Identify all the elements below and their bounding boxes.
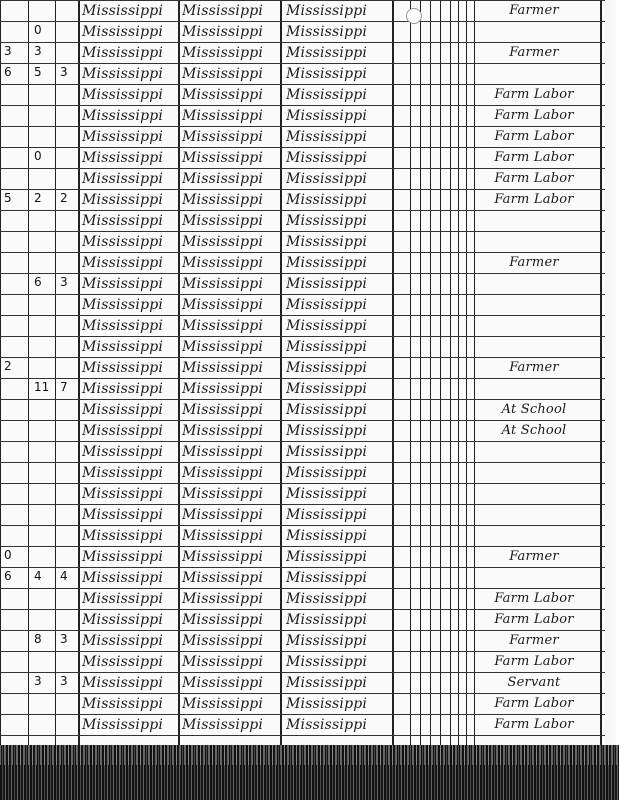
birthplace-mother: Mississippi bbox=[286, 87, 368, 103]
birthplace-person: Mississippi bbox=[82, 66, 164, 82]
census-row bbox=[0, 252, 619, 273]
birthplace-mother: Mississippi bbox=[286, 381, 368, 397]
census-row bbox=[0, 378, 619, 399]
birthplace-father: Mississippi bbox=[182, 3, 264, 19]
count-a: 3 bbox=[34, 44, 42, 58]
count-a: 4 bbox=[34, 569, 42, 583]
census-row bbox=[0, 483, 619, 504]
birthplace-father: Mississippi bbox=[182, 213, 264, 229]
census-row bbox=[0, 546, 619, 567]
census-row bbox=[0, 21, 619, 42]
census-row bbox=[0, 462, 619, 483]
census-row bbox=[0, 525, 619, 546]
birthplace-mother: Mississippi bbox=[286, 549, 368, 565]
birthplace-father: Mississippi bbox=[182, 66, 264, 82]
occupation bbox=[470, 569, 598, 587]
occupation bbox=[470, 275, 598, 293]
census-row bbox=[0, 189, 619, 210]
birthplace-person: Mississippi bbox=[82, 654, 164, 670]
birthplace-mother: Mississippi bbox=[286, 318, 368, 334]
census-row bbox=[0, 210, 619, 231]
occupation bbox=[470, 338, 598, 356]
birthplace-person: Mississippi bbox=[82, 549, 164, 565]
birthplace-mother: Mississippi bbox=[286, 360, 368, 376]
birthplace-person: Mississippi bbox=[82, 171, 164, 187]
census-row bbox=[0, 168, 619, 189]
occupation bbox=[470, 443, 598, 461]
occupation bbox=[470, 65, 598, 83]
occupation bbox=[470, 317, 598, 335]
occupation: Farm Labor bbox=[494, 192, 574, 207]
census-row bbox=[0, 63, 619, 84]
census-row bbox=[0, 588, 619, 609]
occupation: Servant bbox=[507, 675, 561, 690]
count-b: 7 bbox=[60, 380, 68, 394]
birthplace-person: Mississippi bbox=[82, 3, 164, 19]
birthplace-father: Mississippi bbox=[182, 87, 264, 103]
count-b: 3 bbox=[60, 632, 68, 646]
birthplace-person: Mississippi bbox=[82, 129, 164, 145]
birthplace-father: Mississippi bbox=[182, 528, 264, 544]
birthplace-father: Mississippi bbox=[182, 360, 264, 376]
birthplace-father: Mississippi bbox=[182, 234, 264, 250]
census-row bbox=[0, 273, 619, 294]
birthplace-person: Mississippi bbox=[82, 45, 164, 61]
birthplace-mother: Mississippi bbox=[286, 675, 368, 691]
occupation: Farm Labor bbox=[494, 129, 574, 144]
birthplace-father: Mississippi bbox=[182, 570, 264, 586]
birthplace-person: Mississippi bbox=[82, 717, 164, 733]
census-row bbox=[0, 105, 619, 126]
census-row bbox=[0, 0, 619, 21]
birthplace-mother: Mississippi bbox=[286, 234, 368, 250]
census-row bbox=[0, 567, 619, 588]
occupation: Farmer bbox=[509, 549, 559, 564]
birthplace-father: Mississippi bbox=[182, 255, 264, 271]
grid-row-line bbox=[0, 735, 619, 736]
census-row bbox=[0, 630, 619, 651]
birthplace-person: Mississippi bbox=[82, 318, 164, 334]
birthplace-person: Mississippi bbox=[82, 612, 164, 628]
census-row bbox=[0, 126, 619, 147]
birthplace-person: Mississippi bbox=[82, 570, 164, 586]
count-b: 3 bbox=[60, 275, 68, 289]
occupation: Farm Labor bbox=[494, 87, 574, 102]
page-edge bbox=[605, 0, 619, 800]
birthplace-mother: Mississippi bbox=[286, 612, 368, 628]
birthplace-mother: Mississippi bbox=[286, 633, 368, 649]
census-row bbox=[0, 84, 619, 105]
occupation bbox=[470, 233, 598, 251]
birthplace-father: Mississippi bbox=[182, 339, 264, 355]
birthplace-father: Mississippi bbox=[182, 381, 264, 397]
occupation: Farmer bbox=[509, 3, 559, 18]
birthplace-mother: Mississippi bbox=[286, 465, 368, 481]
birthplace-person: Mississippi bbox=[82, 486, 164, 502]
birthplace-father: Mississippi bbox=[182, 591, 264, 607]
count-b: 2 bbox=[60, 191, 68, 205]
birthplace-person: Mississippi bbox=[82, 507, 164, 523]
birthplace-father: Mississippi bbox=[182, 45, 264, 61]
count-a: 11 bbox=[34, 380, 50, 394]
birthplace-mother: Mississippi bbox=[286, 339, 368, 355]
birthplace-father: Mississippi bbox=[182, 507, 264, 523]
count-a: 5 bbox=[34, 65, 42, 79]
occupation: Farmer bbox=[509, 360, 559, 375]
birthplace-person: Mississippi bbox=[82, 108, 164, 124]
birthplace-person: Mississippi bbox=[82, 591, 164, 607]
household-number: 2 bbox=[4, 359, 12, 373]
birthplace-person: Mississippi bbox=[82, 381, 164, 397]
birthplace-father: Mississippi bbox=[182, 675, 264, 691]
birthplace-person: Mississippi bbox=[82, 297, 164, 313]
birthplace-mother: Mississippi bbox=[286, 24, 368, 40]
birthplace-person: Mississippi bbox=[82, 444, 164, 460]
birthplace-person: Mississippi bbox=[82, 255, 164, 271]
birthplace-father: Mississippi bbox=[182, 717, 264, 733]
census-row bbox=[0, 315, 619, 336]
birthplace-person: Mississippi bbox=[82, 465, 164, 481]
birthplace-mother: Mississippi bbox=[286, 654, 368, 670]
birthplace-mother: Mississippi bbox=[286, 108, 368, 124]
occupation bbox=[470, 485, 598, 503]
birthplace-person: Mississippi bbox=[82, 234, 164, 250]
census-row bbox=[0, 147, 619, 168]
birthplace-person: Mississippi bbox=[82, 150, 164, 166]
birthplace-person: Mississippi bbox=[82, 339, 164, 355]
count-b: 4 bbox=[60, 569, 68, 583]
birthplace-person: Mississippi bbox=[82, 24, 164, 40]
birthplace-person: Mississippi bbox=[82, 633, 164, 649]
occupation: Farmer bbox=[509, 45, 559, 60]
census-row bbox=[0, 42, 619, 63]
occupation bbox=[470, 212, 598, 230]
count-a: 3 bbox=[34, 674, 42, 688]
birthplace-father: Mississippi bbox=[182, 129, 264, 145]
count-b: 3 bbox=[60, 65, 68, 79]
count-a: 8 bbox=[34, 632, 42, 646]
birthplace-person: Mississippi bbox=[82, 87, 164, 103]
birthplace-father: Mississippi bbox=[182, 465, 264, 481]
household-number: 5 bbox=[4, 191, 12, 205]
occupation: Farm Labor bbox=[494, 150, 574, 165]
birthplace-mother: Mississippi bbox=[286, 66, 368, 82]
household-number: 3 bbox=[4, 44, 12, 58]
birthplace-person: Mississippi bbox=[82, 696, 164, 712]
birthplace-mother: Mississippi bbox=[286, 402, 368, 418]
occupation: Farm Labor bbox=[494, 591, 574, 606]
occupation: Farmer bbox=[509, 255, 559, 270]
count-a: 0 bbox=[34, 149, 42, 163]
occupation: Farmer bbox=[509, 633, 559, 648]
punch-hole bbox=[406, 8, 422, 24]
birthplace-person: Mississippi bbox=[82, 360, 164, 376]
birthplace-mother: Mississippi bbox=[286, 255, 368, 271]
birthplace-mother: Mississippi bbox=[286, 192, 368, 208]
birthplace-mother: Mississippi bbox=[286, 696, 368, 712]
birthplace-mother: Mississippi bbox=[286, 528, 368, 544]
birthplace-father: Mississippi bbox=[182, 402, 264, 418]
birthplace-person: Mississippi bbox=[82, 192, 164, 208]
census-row bbox=[0, 651, 619, 672]
birthplace-mother: Mississippi bbox=[286, 507, 368, 523]
census-row bbox=[0, 357, 619, 378]
occupation bbox=[470, 506, 598, 524]
birthplace-mother: Mississippi bbox=[286, 129, 368, 145]
birthplace-mother: Mississippi bbox=[286, 45, 368, 61]
birthplace-father: Mississippi bbox=[182, 444, 264, 460]
birthplace-father: Mississippi bbox=[182, 171, 264, 187]
census-row bbox=[0, 399, 619, 420]
birthplace-father: Mississippi bbox=[182, 297, 264, 313]
occupation: Farm Labor bbox=[494, 654, 574, 669]
birthplace-father: Mississippi bbox=[182, 108, 264, 124]
birthplace-person: Mississippi bbox=[82, 276, 164, 292]
census-row bbox=[0, 336, 619, 357]
census-row bbox=[0, 672, 619, 693]
birthplace-father: Mississippi bbox=[182, 486, 264, 502]
birthplace-person: Mississippi bbox=[82, 213, 164, 229]
birthplace-father: Mississippi bbox=[182, 654, 264, 670]
birthplace-mother: Mississippi bbox=[286, 3, 368, 19]
census-row bbox=[0, 294, 619, 315]
birthplace-mother: Mississippi bbox=[286, 717, 368, 733]
census-row bbox=[0, 714, 619, 735]
birthplace-mother: Mississippi bbox=[286, 591, 368, 607]
census-row bbox=[0, 693, 619, 714]
birthplace-father: Mississippi bbox=[182, 423, 264, 439]
census-row bbox=[0, 504, 619, 525]
birthplace-father: Mississippi bbox=[182, 696, 264, 712]
occupation bbox=[470, 464, 598, 482]
birthplace-mother: Mississippi bbox=[286, 150, 368, 166]
birthplace-mother: Mississippi bbox=[286, 486, 368, 502]
occupation: Farm Labor bbox=[494, 696, 574, 711]
birthplace-mother: Mississippi bbox=[286, 570, 368, 586]
birthplace-father: Mississippi bbox=[182, 633, 264, 649]
occupation: Farm Labor bbox=[494, 108, 574, 123]
count-a: 2 bbox=[34, 191, 42, 205]
scan-artifact-band bbox=[0, 745, 619, 800]
birthplace-person: Mississippi bbox=[82, 402, 164, 418]
birthplace-mother: Mississippi bbox=[286, 213, 368, 229]
birthplace-person: Mississippi bbox=[82, 423, 164, 439]
household-number: 6 bbox=[4, 569, 12, 583]
birthplace-father: Mississippi bbox=[182, 192, 264, 208]
occupation: At School bbox=[501, 402, 567, 417]
birthplace-father: Mississippi bbox=[182, 612, 264, 628]
occupation bbox=[470, 296, 598, 314]
birthplace-mother: Mississippi bbox=[286, 297, 368, 313]
birthplace-father: Mississippi bbox=[182, 24, 264, 40]
census-row bbox=[0, 420, 619, 441]
birthplace-person: Mississippi bbox=[82, 675, 164, 691]
count-a: 0 bbox=[34, 23, 42, 37]
occupation: Farm Labor bbox=[494, 717, 574, 732]
birthplace-person: Mississippi bbox=[82, 528, 164, 544]
count-a: 6 bbox=[34, 275, 42, 289]
birthplace-father: Mississippi bbox=[182, 318, 264, 334]
occupation bbox=[470, 380, 598, 398]
household-number: 6 bbox=[4, 65, 12, 79]
birthplace-mother: Mississippi bbox=[286, 171, 368, 187]
birthplace-father: Mississippi bbox=[182, 549, 264, 565]
occupation bbox=[470, 527, 598, 545]
count-b: 3 bbox=[60, 674, 68, 688]
census-row bbox=[0, 441, 619, 462]
occupation bbox=[470, 23, 598, 41]
birthplace-mother: Mississippi bbox=[286, 444, 368, 460]
census-row bbox=[0, 609, 619, 630]
household-number: 0 bbox=[4, 548, 12, 562]
birthplace-father: Mississippi bbox=[182, 150, 264, 166]
birthplace-mother: Mississippi bbox=[286, 423, 368, 439]
birthplace-father: Mississippi bbox=[182, 276, 264, 292]
occupation: Farm Labor bbox=[494, 612, 574, 627]
occupation: At School bbox=[501, 423, 567, 438]
census-row bbox=[0, 231, 619, 252]
birthplace-mother: Mississippi bbox=[286, 276, 368, 292]
occupation: Farm Labor bbox=[494, 171, 574, 186]
